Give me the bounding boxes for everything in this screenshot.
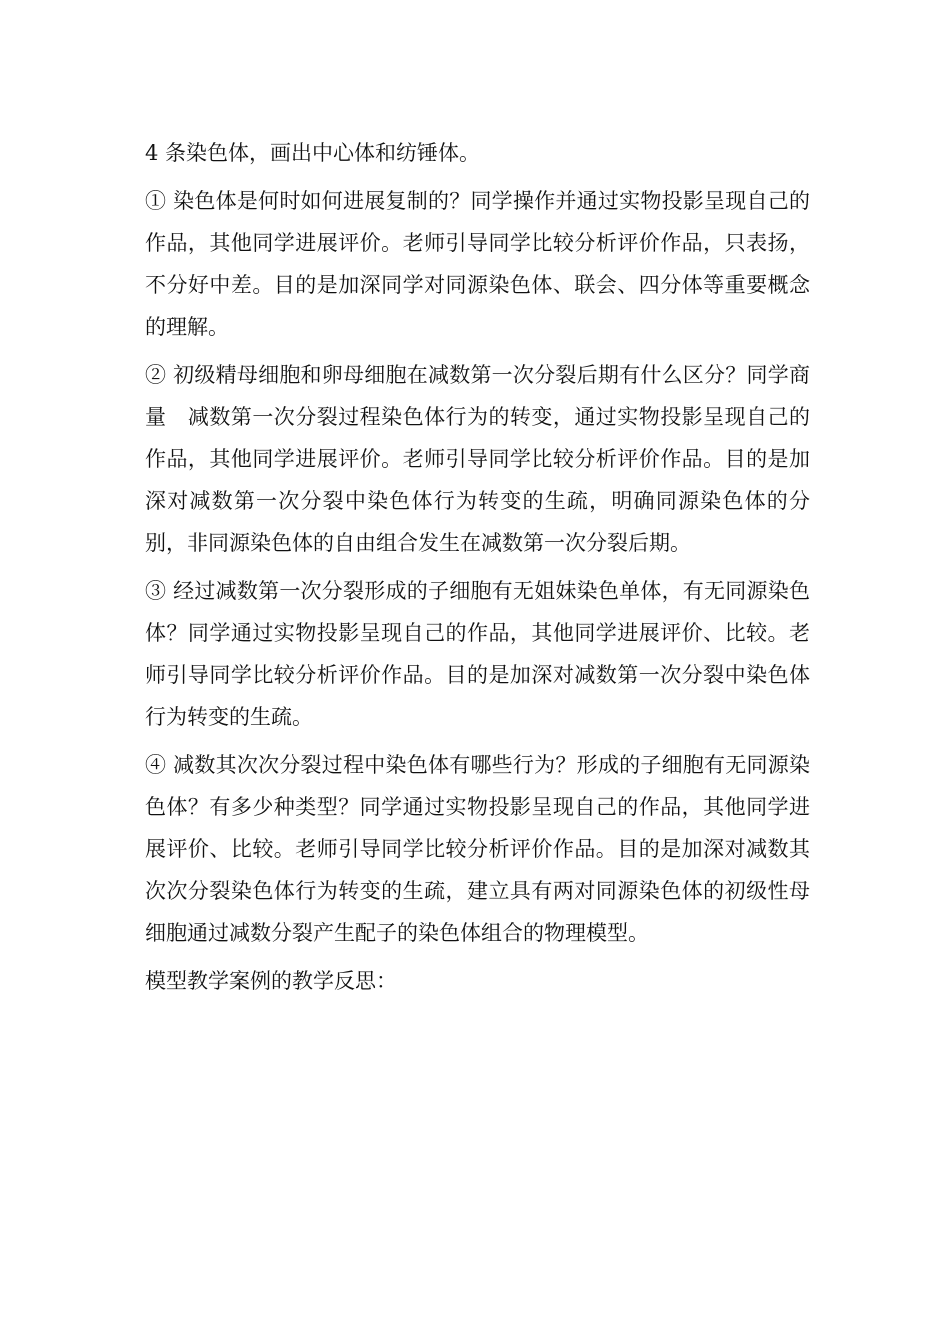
paragraph-reflection-heading: 模型教学案例的教学反思：: [145, 969, 397, 993]
document-body: [145, 132, 810, 1008]
paragraph-intro: 4 条染色体，画出中心体和纺锤体。: [145, 141, 481, 165]
paragraph-question-2: ② 初级精母细胞和卵母细胞在减数第一次分裂后期有什么区分？同学商量 减数第一次分裂过程染色体行为的转变，通过实物投影呈现自己的作品，其他同学进展评价。老师引导同学比较分析评价作品。目的是加深对减数第一次分裂中染色体行为转变的生疏，明确同源染色体的分别，非同源染色体的自由组合发生在减数第一次分裂后期。: [145, 363, 810, 555]
paragraph-question-3: ③ 经过减数第一次分裂形成的子细胞有无姐妹染色单体，有无同源染色体？同学通过实物投影呈现自己的作品，其他同学进展评价、比较。老师引导同学比较分析评价作品。目的是加深对减数第一次分裂中染色体行为转变的生疏。: [145, 579, 810, 729]
paragraph-question-1: ① 染色体是何时如何进展复制的？同学操作并通过实物投影呈现自己的作品，其他同学进展评价。老师引导同学比较分析评价作品，只表扬，不分好中差。目的是加深同学对同源染色体、联会、四分体等重要概念的理解。: [145, 189, 810, 339]
paragraph-question-4: ④ 减数其次次分裂过程中染色体有哪些行为？形成的子细胞有无同源染色体？有多少种类型？同学通过实物投影呈现自己的作品，其他同学进展评价、比较。老师引导同学比较分析评价作品。目的是加深对减数其次次分裂染色体行为转变的生疏，建立具有两对同源染色体的初级性母细胞通过减数分裂产生配子的染色体组合的物理模型。: [145, 753, 810, 945]
